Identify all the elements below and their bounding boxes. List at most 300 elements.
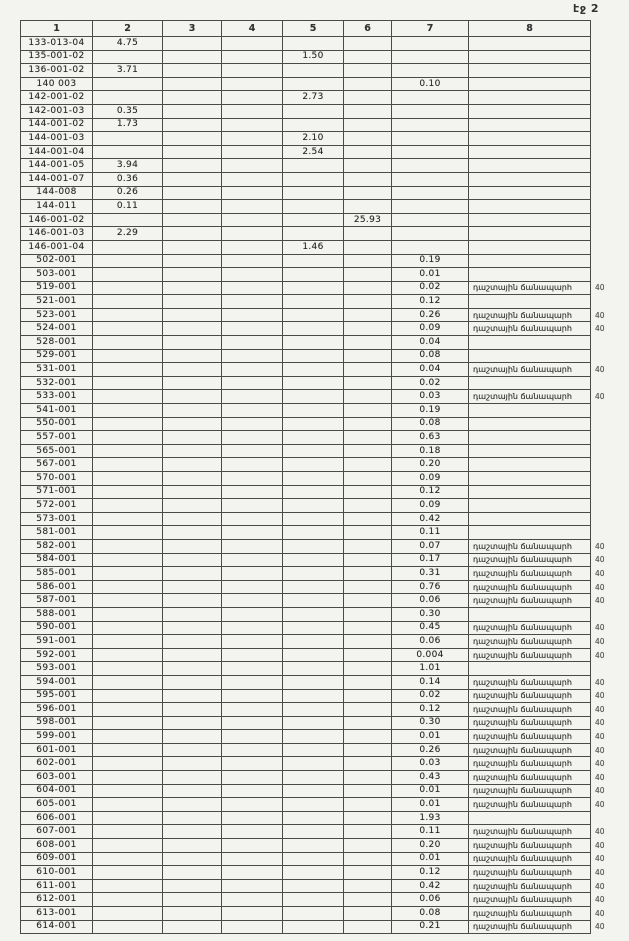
cell-value <box>344 852 392 866</box>
table-row <box>21 811 613 825</box>
cell-value <box>222 472 283 486</box>
cell-value <box>344 703 392 717</box>
cell-value <box>344 580 392 594</box>
cell-value <box>344 104 392 118</box>
cell-note-value: 40 <box>595 704 605 714</box>
cell-value <box>283 743 344 757</box>
cell-note-value <box>591 431 613 445</box>
cell-value <box>163 172 222 186</box>
cell-value <box>163 594 222 608</box>
cell-value <box>222 675 283 689</box>
cell-value <box>222 730 283 744</box>
cell-value <box>163 254 222 268</box>
cell-value <box>344 145 392 159</box>
cell-value <box>163 743 222 757</box>
cell-code: 133-013-04 <box>21 37 93 51</box>
cell-road-note <box>469 118 591 132</box>
cell-value <box>283 186 344 200</box>
cell-code: 142-001-02 <box>21 91 93 105</box>
cell-code: 586-001 <box>21 580 93 594</box>
cell-code: 503-001 <box>21 268 93 282</box>
table-row <box>21 390 613 404</box>
cell-road-note <box>469 50 591 64</box>
cell-note-value: 40 <box>595 732 605 742</box>
cell-value <box>222 308 283 322</box>
cell-value: 0.06 <box>392 594 469 608</box>
cell-value <box>93 920 163 934</box>
cell-value <box>222 825 283 839</box>
table-row <box>21 132 613 146</box>
cell-value <box>222 757 283 771</box>
cell-value <box>344 567 392 581</box>
cell-road-note <box>469 526 591 540</box>
cell-code: 603-001 <box>21 771 93 785</box>
table-row <box>21 893 613 907</box>
cell-value <box>283 417 344 431</box>
cell-road-note: դաշտային ճանապարհ <box>469 553 591 567</box>
cell-value <box>222 771 283 785</box>
cell-value <box>93 689 163 703</box>
cell-note-value: 40 <box>595 786 605 796</box>
cell-value <box>222 580 283 594</box>
cell-value <box>344 281 392 295</box>
cell-value <box>392 145 469 159</box>
cell-value <box>392 213 469 227</box>
table-row <box>21 757 613 771</box>
cell-value <box>222 621 283 635</box>
cell-value <box>163 376 222 390</box>
cell-value <box>283 390 344 404</box>
cell-value: 0.63 <box>392 431 469 445</box>
cell-value <box>392 227 469 241</box>
cell-value <box>222 907 283 921</box>
cell-value <box>222 798 283 812</box>
cell-code: 614-001 <box>21 920 93 934</box>
cell-road-note: դաշտային ճանապարհ <box>469 757 591 771</box>
cell-value <box>283 771 344 785</box>
cell-value <box>283 784 344 798</box>
cell-value <box>283 648 344 662</box>
cell-value: 0.09 <box>392 322 469 336</box>
cell-value: 0.01 <box>392 784 469 798</box>
cell-note-value: 40 <box>595 324 605 334</box>
cell-note-value: 40 <box>595 596 605 606</box>
cell-code: 588-001 <box>21 607 93 621</box>
cell-note-value <box>591 662 613 676</box>
cell-road-note: դաշտային ճանապարհ <box>469 675 591 689</box>
table-row <box>21 920 613 934</box>
cell-value: 0.35 <box>93 104 163 118</box>
cell-value <box>163 839 222 853</box>
column-header-3: 3 <box>163 21 222 37</box>
cell-value <box>93 431 163 445</box>
table-row <box>21 458 613 472</box>
column-header-margin <box>591 21 613 37</box>
cell-value: 0.01 <box>392 268 469 282</box>
table-row <box>21 607 613 621</box>
cell-road-note <box>469 91 591 105</box>
cell-value <box>344 240 392 254</box>
cell-road-note: դաշտային ճանապարհ <box>469 539 591 553</box>
cell-value <box>163 621 222 635</box>
cell-value <box>283 526 344 540</box>
cell-code: 144-011 <box>21 200 93 214</box>
cell-road-note: դաշտային ճանապարհ <box>469 580 591 594</box>
cell-value <box>344 485 392 499</box>
cell-code: 144-001-02 <box>21 118 93 132</box>
cell-note-value <box>591 172 613 186</box>
cell-value <box>93 852 163 866</box>
cell-code: 521-001 <box>21 295 93 309</box>
cell-value <box>163 308 222 322</box>
cell-value <box>222 431 283 445</box>
cell-value: 0.02 <box>392 376 469 390</box>
cell-value <box>163 336 222 350</box>
table-row <box>21 172 613 186</box>
table-row <box>21 594 613 608</box>
cell-value <box>93 771 163 785</box>
cell-code: 144-001-03 <box>21 132 93 146</box>
cell-value <box>163 825 222 839</box>
cell-road-note <box>469 186 591 200</box>
table-row <box>21 879 613 893</box>
cell-value <box>222 866 283 880</box>
cell-value <box>163 852 222 866</box>
cell-value <box>392 240 469 254</box>
cell-road-note <box>469 172 591 186</box>
cell-value <box>163 580 222 594</box>
cell-value <box>163 390 222 404</box>
cell-code: 598-001 <box>21 716 93 730</box>
cell-code: 570-001 <box>21 472 93 486</box>
cell-value <box>222 363 283 377</box>
cell-road-note: դաշտային ճանապարհ <box>469 363 591 377</box>
cell-value <box>222 716 283 730</box>
cell-value: 0.004 <box>392 648 469 662</box>
table-row <box>21 268 613 282</box>
cell-code: 581-001 <box>21 526 93 540</box>
cell-code: 529-001 <box>21 349 93 363</box>
cell-value <box>93 512 163 526</box>
cell-value: 0.06 <box>392 893 469 907</box>
cell-value <box>163 186 222 200</box>
cell-road-note: դաշտային ճանապարհ <box>469 743 591 757</box>
cell-code: 519-001 <box>21 281 93 295</box>
cell-value <box>93 757 163 771</box>
cell-value: 0.21 <box>392 920 469 934</box>
cell-value <box>392 64 469 78</box>
cell-note-value: 40 <box>595 555 605 565</box>
cell-value <box>163 757 222 771</box>
cell-value <box>93 716 163 730</box>
cell-note-value: 40 <box>595 772 605 782</box>
cell-value <box>163 689 222 703</box>
cell-road-note: դաշտային ճանապարհ <box>469 689 591 703</box>
cell-value: 0.11 <box>392 825 469 839</box>
table-row <box>21 417 613 431</box>
cell-value <box>163 499 222 513</box>
cell-value <box>283 730 344 744</box>
cell-value <box>392 118 469 132</box>
table-row <box>21 281 613 295</box>
cell-value <box>344 635 392 649</box>
cell-value: 0.18 <box>392 444 469 458</box>
cell-value <box>344 798 392 812</box>
cell-value: 0.17 <box>392 553 469 567</box>
cell-value <box>93 553 163 567</box>
cell-value: 0.07 <box>392 539 469 553</box>
cell-value <box>163 771 222 785</box>
cell-note-value <box>591 240 613 254</box>
cell-value <box>93 417 163 431</box>
column-header-6: 6 <box>344 21 392 37</box>
cell-value <box>283 594 344 608</box>
cell-note-value: 40 <box>595 840 605 850</box>
cell-value <box>93 893 163 907</box>
page-number: էջ 2 <box>573 2 599 15</box>
cell-value: 0.10 <box>392 77 469 91</box>
cell-code: 144-001-04 <box>21 145 93 159</box>
cell-value <box>163 417 222 431</box>
cell-value <box>222 118 283 132</box>
cell-value <box>222 703 283 717</box>
table-row <box>21 743 613 757</box>
cell-value <box>392 200 469 214</box>
cell-value <box>222 200 283 214</box>
cell-value <box>344 743 392 757</box>
cell-value <box>222 485 283 499</box>
cell-code: 590-001 <box>21 621 93 635</box>
cell-road-note: դաշտային ճանապարհ <box>469 852 591 866</box>
cell-value <box>93 743 163 757</box>
cell-value <box>93 675 163 689</box>
table-row <box>21 771 613 785</box>
cell-value <box>344 404 392 418</box>
cell-value <box>283 485 344 499</box>
table-row <box>21 227 613 241</box>
cell-value <box>93 607 163 621</box>
cell-value <box>163 879 222 893</box>
cell-code: 613-001 <box>21 907 93 921</box>
cell-code: 502-001 <box>21 254 93 268</box>
cell-value <box>344 254 392 268</box>
cell-value: 1.01 <box>392 662 469 676</box>
cell-value <box>344 390 392 404</box>
cell-road-note <box>469 811 591 825</box>
cell-value <box>163 539 222 553</box>
table-row <box>21 635 613 649</box>
cell-value <box>163 322 222 336</box>
table-row <box>21 567 613 581</box>
cell-value: 0.26 <box>392 308 469 322</box>
cell-value <box>163 227 222 241</box>
cell-note-value <box>591 472 613 486</box>
cell-value <box>222 376 283 390</box>
cell-value <box>163 730 222 744</box>
cell-road-note: դաշտային ճանապարհ <box>469 308 591 322</box>
cell-value <box>222 77 283 91</box>
cell-value <box>163 607 222 621</box>
cell-note-value <box>591 295 613 309</box>
cell-value: 0.26 <box>93 186 163 200</box>
table-row <box>21 118 613 132</box>
cell-road-note: դաշտային ճանապարհ <box>469 730 591 744</box>
cell-value <box>283 37 344 51</box>
cell-value <box>222 784 283 798</box>
cell-value <box>222 254 283 268</box>
cell-value <box>392 132 469 146</box>
cell-value <box>344 784 392 798</box>
cell-value: 0.43 <box>392 771 469 785</box>
cell-note-value <box>591 254 613 268</box>
table-row <box>21 50 613 64</box>
cell-road-note <box>469 254 591 268</box>
cell-value <box>344 512 392 526</box>
cell-code: 606-001 <box>21 811 93 825</box>
cell-road-note <box>469 37 591 51</box>
cell-value <box>344 132 392 146</box>
cell-value <box>93 485 163 499</box>
cell-value <box>344 376 392 390</box>
cell-value <box>283 879 344 893</box>
cell-code: 608-001 <box>21 839 93 853</box>
cell-value <box>283 907 344 921</box>
cell-road-note <box>469 213 591 227</box>
cell-value <box>163 675 222 689</box>
cell-note-value: 40 <box>595 392 605 402</box>
cell-value <box>93 621 163 635</box>
cell-value <box>344 50 392 64</box>
cell-value <box>344 458 392 472</box>
cell-value <box>93 662 163 676</box>
cell-value <box>222 648 283 662</box>
cell-code: 594-001 <box>21 675 93 689</box>
cell-value <box>93 132 163 146</box>
cell-value <box>283 308 344 322</box>
cell-value <box>283 825 344 839</box>
cell-note-value <box>591 145 613 159</box>
cell-value <box>163 363 222 377</box>
cell-value <box>283 757 344 771</box>
cell-value <box>93 811 163 825</box>
cell-road-note <box>469 145 591 159</box>
cell-value <box>344 893 392 907</box>
cell-value <box>163 444 222 458</box>
cell-code: 567-001 <box>21 458 93 472</box>
table-row <box>21 64 613 78</box>
cell-code: 572-001 <box>21 499 93 513</box>
cell-value <box>344 662 392 676</box>
cell-value: 0.08 <box>392 349 469 363</box>
cell-value <box>163 553 222 567</box>
cell-value <box>283 607 344 621</box>
cell-value: 0.30 <box>392 607 469 621</box>
cell-value: 0.42 <box>392 879 469 893</box>
cell-value <box>344 539 392 553</box>
cell-road-note <box>469 404 591 418</box>
cell-value <box>344 159 392 173</box>
cell-note-value <box>591 186 613 200</box>
cell-value <box>163 485 222 499</box>
cell-value <box>392 172 469 186</box>
cell-code: 144-008 <box>21 186 93 200</box>
cell-value <box>283 512 344 526</box>
cell-note-value: 40 <box>595 310 605 320</box>
cell-value <box>344 336 392 350</box>
table-row <box>21 553 613 567</box>
table-row <box>21 716 613 730</box>
cell-code: 144-001-05 <box>21 159 93 173</box>
cell-code: 609-001 <box>21 852 93 866</box>
cell-value <box>283 472 344 486</box>
cell-value <box>392 50 469 64</box>
cell-value <box>163 811 222 825</box>
cell-value <box>283 716 344 730</box>
table-row <box>21 308 613 322</box>
cell-value <box>93 404 163 418</box>
cell-value <box>163 295 222 309</box>
cell-code: 532-001 <box>21 376 93 390</box>
cell-value <box>344 811 392 825</box>
cell-value <box>93 376 163 390</box>
cell-value <box>93 730 163 744</box>
cell-code: 605-001 <box>21 798 93 812</box>
cell-value <box>222 526 283 540</box>
cell-value: 0.19 <box>392 254 469 268</box>
cell-value <box>222 64 283 78</box>
cell-note-value <box>591 607 613 621</box>
cell-value <box>163 91 222 105</box>
cell-value: 0.04 <box>392 363 469 377</box>
cell-value: 1.73 <box>93 118 163 132</box>
cell-value <box>93 308 163 322</box>
cell-value <box>392 104 469 118</box>
cell-note-value <box>591 91 613 105</box>
cell-road-note <box>469 444 591 458</box>
cell-note-value: 40 <box>595 827 605 837</box>
cell-value <box>344 648 392 662</box>
cell-note-value <box>591 200 613 214</box>
cell-value <box>222 186 283 200</box>
cell-note-value: 40 <box>595 365 605 375</box>
cell-value <box>93 254 163 268</box>
cell-note-value <box>591 499 613 513</box>
cell-road-note: դաշտային ճանապարհ <box>469 839 591 853</box>
cell-value <box>163 118 222 132</box>
cell-value <box>222 662 283 676</box>
cell-road-note: դաշտային ճանապարհ <box>469 390 591 404</box>
cell-value <box>163 907 222 921</box>
cell-road-note: դաշտային ճանապարհ <box>469 567 591 581</box>
cell-value <box>93 458 163 472</box>
cell-road-note: դաշտային ճանապարհ <box>469 893 591 907</box>
cell-value <box>222 104 283 118</box>
cell-value <box>163 50 222 64</box>
cell-note-value <box>591 349 613 363</box>
cell-value <box>344 771 392 785</box>
cell-value: 0.08 <box>392 417 469 431</box>
cell-code: 557-001 <box>21 431 93 445</box>
cell-note-value: 40 <box>595 895 605 905</box>
table-row <box>21 145 613 159</box>
cell-value: 0.01 <box>392 730 469 744</box>
cell-value <box>93 390 163 404</box>
cell-code: 135-001-02 <box>21 50 93 64</box>
cell-value <box>222 145 283 159</box>
table-row <box>21 444 613 458</box>
cell-value: 0.11 <box>392 526 469 540</box>
cell-value <box>222 322 283 336</box>
